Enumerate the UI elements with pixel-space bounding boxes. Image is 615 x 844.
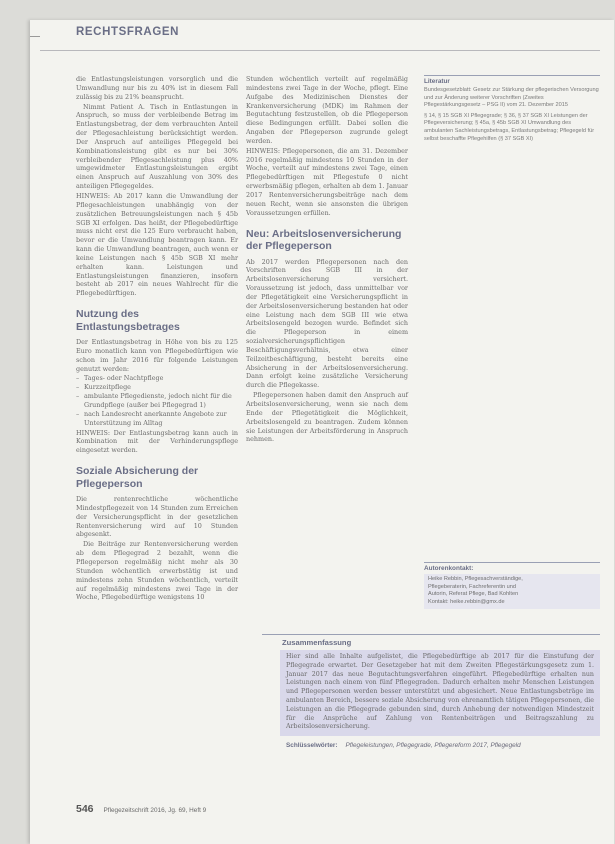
paragraph: Die rentenrechtliche wöchentliche Mindestpflegezeit von 14 Stunden zum Erreichen der Versicherungspflicht in der gesetzlichen Rentenversicherung wird auf 10 Stunden abgesenkt.: [76, 495, 238, 539]
hint-paragraph: HINWEIS: Der Entlastungsbetrag kann auch in Kombination mit der Verhinderungspflege eingesetzt werden.: [76, 428, 238, 455]
list-item: – nach Landesrecht anerkannte Angebote zur Unterstützung im Alltag: [76, 410, 238, 428]
paragraph: die Entlastungsleistungen vorsorglich und die Umwandlung nur bis zu 40% ist in diesem Fall zulässig bis zu 21% beansprucht.: [76, 75, 238, 101]
paragraph: Die Beiträge zur Rentenversicherung werden ab dem Pflegegrad 2 bezahlt, wenn die Pflegeperson regelmäßig nicht mehr als 30 Stunden wöchentlich erwerbstätig ist und mindestens zehn Stunden wöchentlich, verteilt auf regelmäßig mindestens zwei Tage in der Woche, Pflegebedürftige wenigstens 10: [76, 540, 238, 602]
contact-line: Autorin, Referat Pflege, Bad Kohlten: [428, 591, 519, 598]
paragraph: Pflegepersonen haben damit den Anspruch auf Arbeitslosenversicherung, wenn sie nach dem Ende der Pflegetätigkeit die Möglichkeit, Arbeitslosengeld zu beantragen. Zudem können sie Leistungen der Arbeitsförderung in Anspruch nehmen.: [246, 391, 408, 444]
column-middle: [246, 75, 408, 445]
section-title: RECHTSFRAGEN: [76, 26, 180, 38]
header-mark: [30, 36, 40, 37]
heading-relief-amount: Nutzung des Entlastungsbetrages: [76, 308, 180, 333]
hint-paragraph: HINWEIS: Pflegepersonen, die am 31. Dezember 2016 regelmäßig mindestens 10 Stunden in der Woche, verteilt auf mindestens zwei Tage, einen Pflegebedürftigen mit Pflegestufe 0 nicht erwerbsmäßig pflegen, erhalten ab dem 1. Januar 2017 Rentenversicherungsbeiträge nach dem neuen Recht, wenn sie ansonsten die übrigen Voraussetzungen erfüllen.: [246, 146, 408, 217]
page-number: 546: [76, 803, 94, 815]
journal-page: [30, 20, 614, 844]
heading-unemployment-insurance: Neu: Arbeitslosenversicherung der Pflegeperson: [246, 227, 402, 252]
summary-text: Hier sind alle Inhalte aufgelistet, die Pflegebedürftige ab 2017 für die Einstufung der Pflegegrade erwartet. Der Gesetzgeber hat mit dem Zweiten Pflegestärkungsgesetz zum 1. Januar 2017 das neue Begutachtungsverfahren eingeführt. Pflegebedürftige erhalten nun Leistungen nach einem von fünf Pflegegraden. Dadurch erhalten mehr Menschen Leistungen und Pflegepersonen werden besser unterstützt und abgesichert. Neue Entlastungsbeträge im ambulanten Bereich, bessere soziale Absicherung von ehrenamtlich tätigen Pflegepersonen, die Leistungen an die Pflegegrade gebunden sind, durch Anhebung der notwendigen Mindestzeit für die Ansprüche auf Zahlung von Rentenbeiträgen und Beitragszahlung zu Arbeitslosenversicherung.: [286, 653, 594, 731]
contact-line: Pflegeberaterin, Fachreferentin und: [428, 583, 517, 590]
literature-item: Bundesgesetzblatt: Gesetz zur Stärkung der pflegerischen Versorgung und zur Änderung weiterer Vorschriften (Zweites Pflegestärkungsgesetz – PSG II) vom 21. Dezember 2015: [424, 87, 599, 109]
author-contact-box: [424, 562, 600, 609]
list-item: – ambulante Pflegedienste, jedoch nicht für die Grundpflege (außer bei Pflegegrad 1): [76, 392, 238, 410]
relief-list: [76, 374, 238, 427]
page-footer: [76, 803, 206, 815]
keywords-value: Pflegeleistungen, Pflegegrade, Pflegereform 2017, Pflegegeld: [345, 742, 521, 750]
contact-email: Kontakt: heike.rebbin@gmx.de: [428, 598, 505, 605]
contact-details: [424, 574, 600, 609]
list-item: – Kurzzeitpflege: [76, 383, 238, 392]
paragraph: Der Entlastungsbetrag in Höhe von bis zu 125 Euro monatlich kann von Pflegebedürftigen wie schon im Jahr 2016 für folgende Leistungen genutzt werden:: [76, 338, 238, 373]
literature-item: § 14, § 15 SGB XI Pflegegrade; § 36, § 37 SGB XI Leistungen der Pflegeversicherung; § 45a, § 45b SGB XI Umwandlung des ambulanten Sachleistungsbetrags, Entlastungsbetrag; Pflegegeld für selbst beschaffte Pflegehilfen (§ 37 SGB XI): [424, 112, 595, 142]
summary-box: [262, 634, 600, 771]
heading-social-security: Soziale Absicherung der Pflegeperson: [76, 465, 199, 490]
contact-title: Autorenkontakt:: [424, 565, 474, 572]
contact-line: Heike Rebbin, Pflegesachverständige,: [428, 576, 523, 582]
hint-paragraph: HINWEIS: Ab 2017 kann die Umwandlung der Pflegesachleistungen unabhängig von der zusätzlichen Betreuungsleistungen nach § 45b SGB XI erfolgen. Das heißt, der Pflegebedürftige muss nicht erst die 125 Euro verbraucht haben, bevor er die Umwandlung beantragen kann. Er kann die Umwandlung beantragen, auch wenn er keine Leistungen nach § 45b SGB XI mehr erhalten kann. Leistungen und Entlastungsleistungen finanzieren, insofern besteht ab 2017 ein neues Wahlrecht für die Pflegebedürftigen.: [76, 191, 238, 298]
header-divider: [40, 50, 600, 51]
column-left: [76, 75, 238, 603]
journal-citation: Pflegezeitschrift 2016, Jg. 69, Heft 9: [103, 807, 207, 814]
summary-body: [280, 650, 600, 736]
paragraph: Nimmt Patient A. Tisch in Entlastungen in Anspruch, so muss der verbleibende Betrag im Entlastungsbetrag, der dem verbrauchten Anteil der Pflegesachleistung berücksichtigt werden. Der Anspruch auf anteiliges Pflegegeld bei Kombinationsleistung gibt es nur bei 30% verbleibender Pflegesachleistung plus 40% umgewidmeter Entlastungsleistungen ergibt einen Anspruch auf Auszahlung von 30% des anteiligen Pflegegeldes.: [76, 102, 238, 191]
column-right: [424, 75, 600, 146]
keywords-label: Schlüsselwörter:: [286, 742, 338, 750]
literature-box: [424, 75, 600, 143]
summary-title: Zusammenfassung: [282, 638, 352, 647]
keywords-row: [286, 742, 600, 749]
literature-title: Literatur: [424, 78, 450, 85]
paragraph: Ab 2017 werden Pflegepersonen nach den Vorschriften des SGB III in der Arbeitslosenversicherung versichert. Voraussetzung ist jedoch, dass unmittelbar vor der Pflegetätigkeit eine Versicherungspflicht in der Arbeitslosenversicherung bestanden hat oder eine Leistung nach dem SGB III wie etwa Arbeitslosengeld bezogen wurde. Befindet sich die Pflegeperson in einem sozialversicherungspflichtigen Beschäftigungsverhältnis, etwa einer Teilzeitbeschäftigung, besteht bereits eine Absicherung in der Arbeitslosenversicherung. Dann erfolgt keine zusätzliche Versicherung durch die Pflegekasse.: [246, 257, 408, 390]
paragraph: Stunden wöchentlich verteilt auf regelmäßig mindestens zwei Tage in der Woche, pflegt. Eine Aufgabe des Medizinischen Dienstes der Krankenversicherung (MDK) im Rahmen der Begutachtung festzustellen, ob die Pflegeperson diese Bedingungen erfüllt. Dabei sollen die Angaben der Pflegeperson zugrunde gelegt werden.: [246, 75, 408, 145]
list-item: – Tages- oder Nachtpflege: [76, 374, 238, 383]
